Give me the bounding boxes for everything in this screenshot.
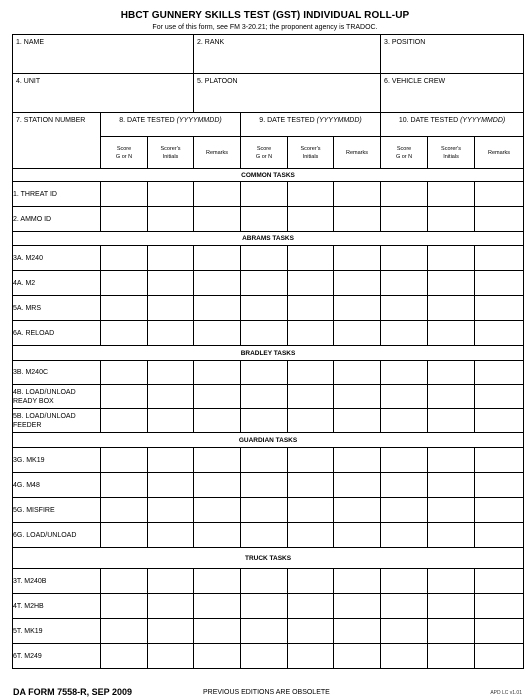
task-label: 5B. LOAD/UNLOAD FEEDER: [13, 409, 101, 433]
task-label: 6T. M249: [13, 644, 101, 669]
scorer-initials-header: Scorer's Initials: [428, 137, 475, 169]
section-truck-tasks: TRUCK TASKS: [13, 548, 524, 569]
table-row: [13, 182, 524, 207]
form-number: DA FORM 7558-R, SEP 2009: [13, 687, 133, 697]
task-label: 4A. M2: [13, 271, 101, 296]
table-row: [13, 619, 524, 644]
remarks-header: Remarks: [194, 137, 241, 169]
task-label: 4G. M48: [13, 473, 101, 498]
table-row: [13, 473, 524, 498]
table-row: [13, 271, 524, 296]
platoon-field[interactable]: 5. PLATOON: [194, 74, 381, 113]
section-abrams-tasks: ABRAMS TASKS: [13, 232, 524, 246]
task-label: 3B. M240C: [13, 361, 101, 385]
table-row: [13, 296, 524, 321]
unit-field[interactable]: 4. UNIT: [13, 74, 194, 113]
table-row: [13, 448, 524, 473]
table-row: [13, 246, 524, 271]
form-title: HBCT GUNNERY SKILLS TEST (GST) INDIVIDUAL ROLL-UP: [120, 10, 410, 21]
score-header: Score G or N: [101, 137, 148, 169]
table-row: [13, 569, 524, 594]
table-row: [13, 644, 524, 669]
task-label: 4B. LOAD/UNLOAD READY BOX: [13, 385, 101, 409]
position-field[interactable]: 3. POSITION: [381, 35, 524, 74]
table-row: [13, 409, 524, 433]
task-label: 5A. MRS: [13, 296, 101, 321]
obsolete-notice: PREVIOUS EDITIONS ARE OBSOLETE: [203, 689, 330, 696]
task-label: 3G. MK19: [13, 448, 101, 473]
rank-field[interactable]: 2. RANK: [194, 35, 381, 74]
table-row: [13, 594, 524, 619]
task-label: 5G. MISFIRE: [13, 498, 101, 523]
date-tested-8[interactable]: 8. DATE TESTED (YYYYMMDD): [101, 113, 241, 137]
task-label: 1. THREAT ID: [13, 182, 101, 207]
table-row: [13, 385, 524, 409]
task-label: 2. AMMO ID: [13, 207, 101, 232]
table-row: [13, 498, 524, 523]
task-label: 6G. LOAD/UNLOAD: [13, 523, 101, 548]
score-header: Score G or N: [241, 137, 288, 169]
date-tested-9[interactable]: 9. DATE TESTED (YYYYMMDD): [241, 113, 381, 137]
section-guardian-tasks: GUARDIAN TASKS: [13, 433, 524, 448]
score-header: Score G or N: [381, 137, 428, 169]
date-tested-10[interactable]: 10. DATE TESTED (YYYYMMDD): [381, 113, 524, 137]
station-number-header: 7. STATION NUMBER: [13, 113, 101, 169]
task-label: 5T. MK19: [13, 619, 101, 644]
scorer-initials-header: Scorer's Initials: [148, 137, 194, 169]
remarks-header: Remarks: [475, 137, 524, 169]
table-row: [13, 523, 524, 548]
section-common-tasks: COMMON TASKS: [13, 169, 524, 182]
task-label: 4T. M2HB: [13, 594, 101, 619]
task-label: 3T. M240B: [13, 569, 101, 594]
table-row: [13, 207, 524, 232]
section-bradley-tasks: BRADLEY TASKS: [13, 346, 524, 361]
remarks-header: Remarks: [334, 137, 381, 169]
scorer-initials-header: Scorer's Initials: [288, 137, 334, 169]
table-row: [13, 321, 524, 346]
vehicle-crew-field[interactable]: 6. VEHICLE CREW: [381, 74, 524, 113]
form-subtitle: For use of this form, see FM 3-20.21; the proponent agency is TRADOC.: [152, 24, 378, 31]
apd-version: APD LC v1.01: [490, 690, 522, 696]
table-row: [13, 361, 524, 385]
name-field[interactable]: 1. NAME: [13, 35, 194, 74]
task-label: 3A. M240: [13, 246, 101, 271]
task-label: 6A. RELOAD: [13, 321, 101, 346]
rollup-form: [12, 34, 524, 669]
